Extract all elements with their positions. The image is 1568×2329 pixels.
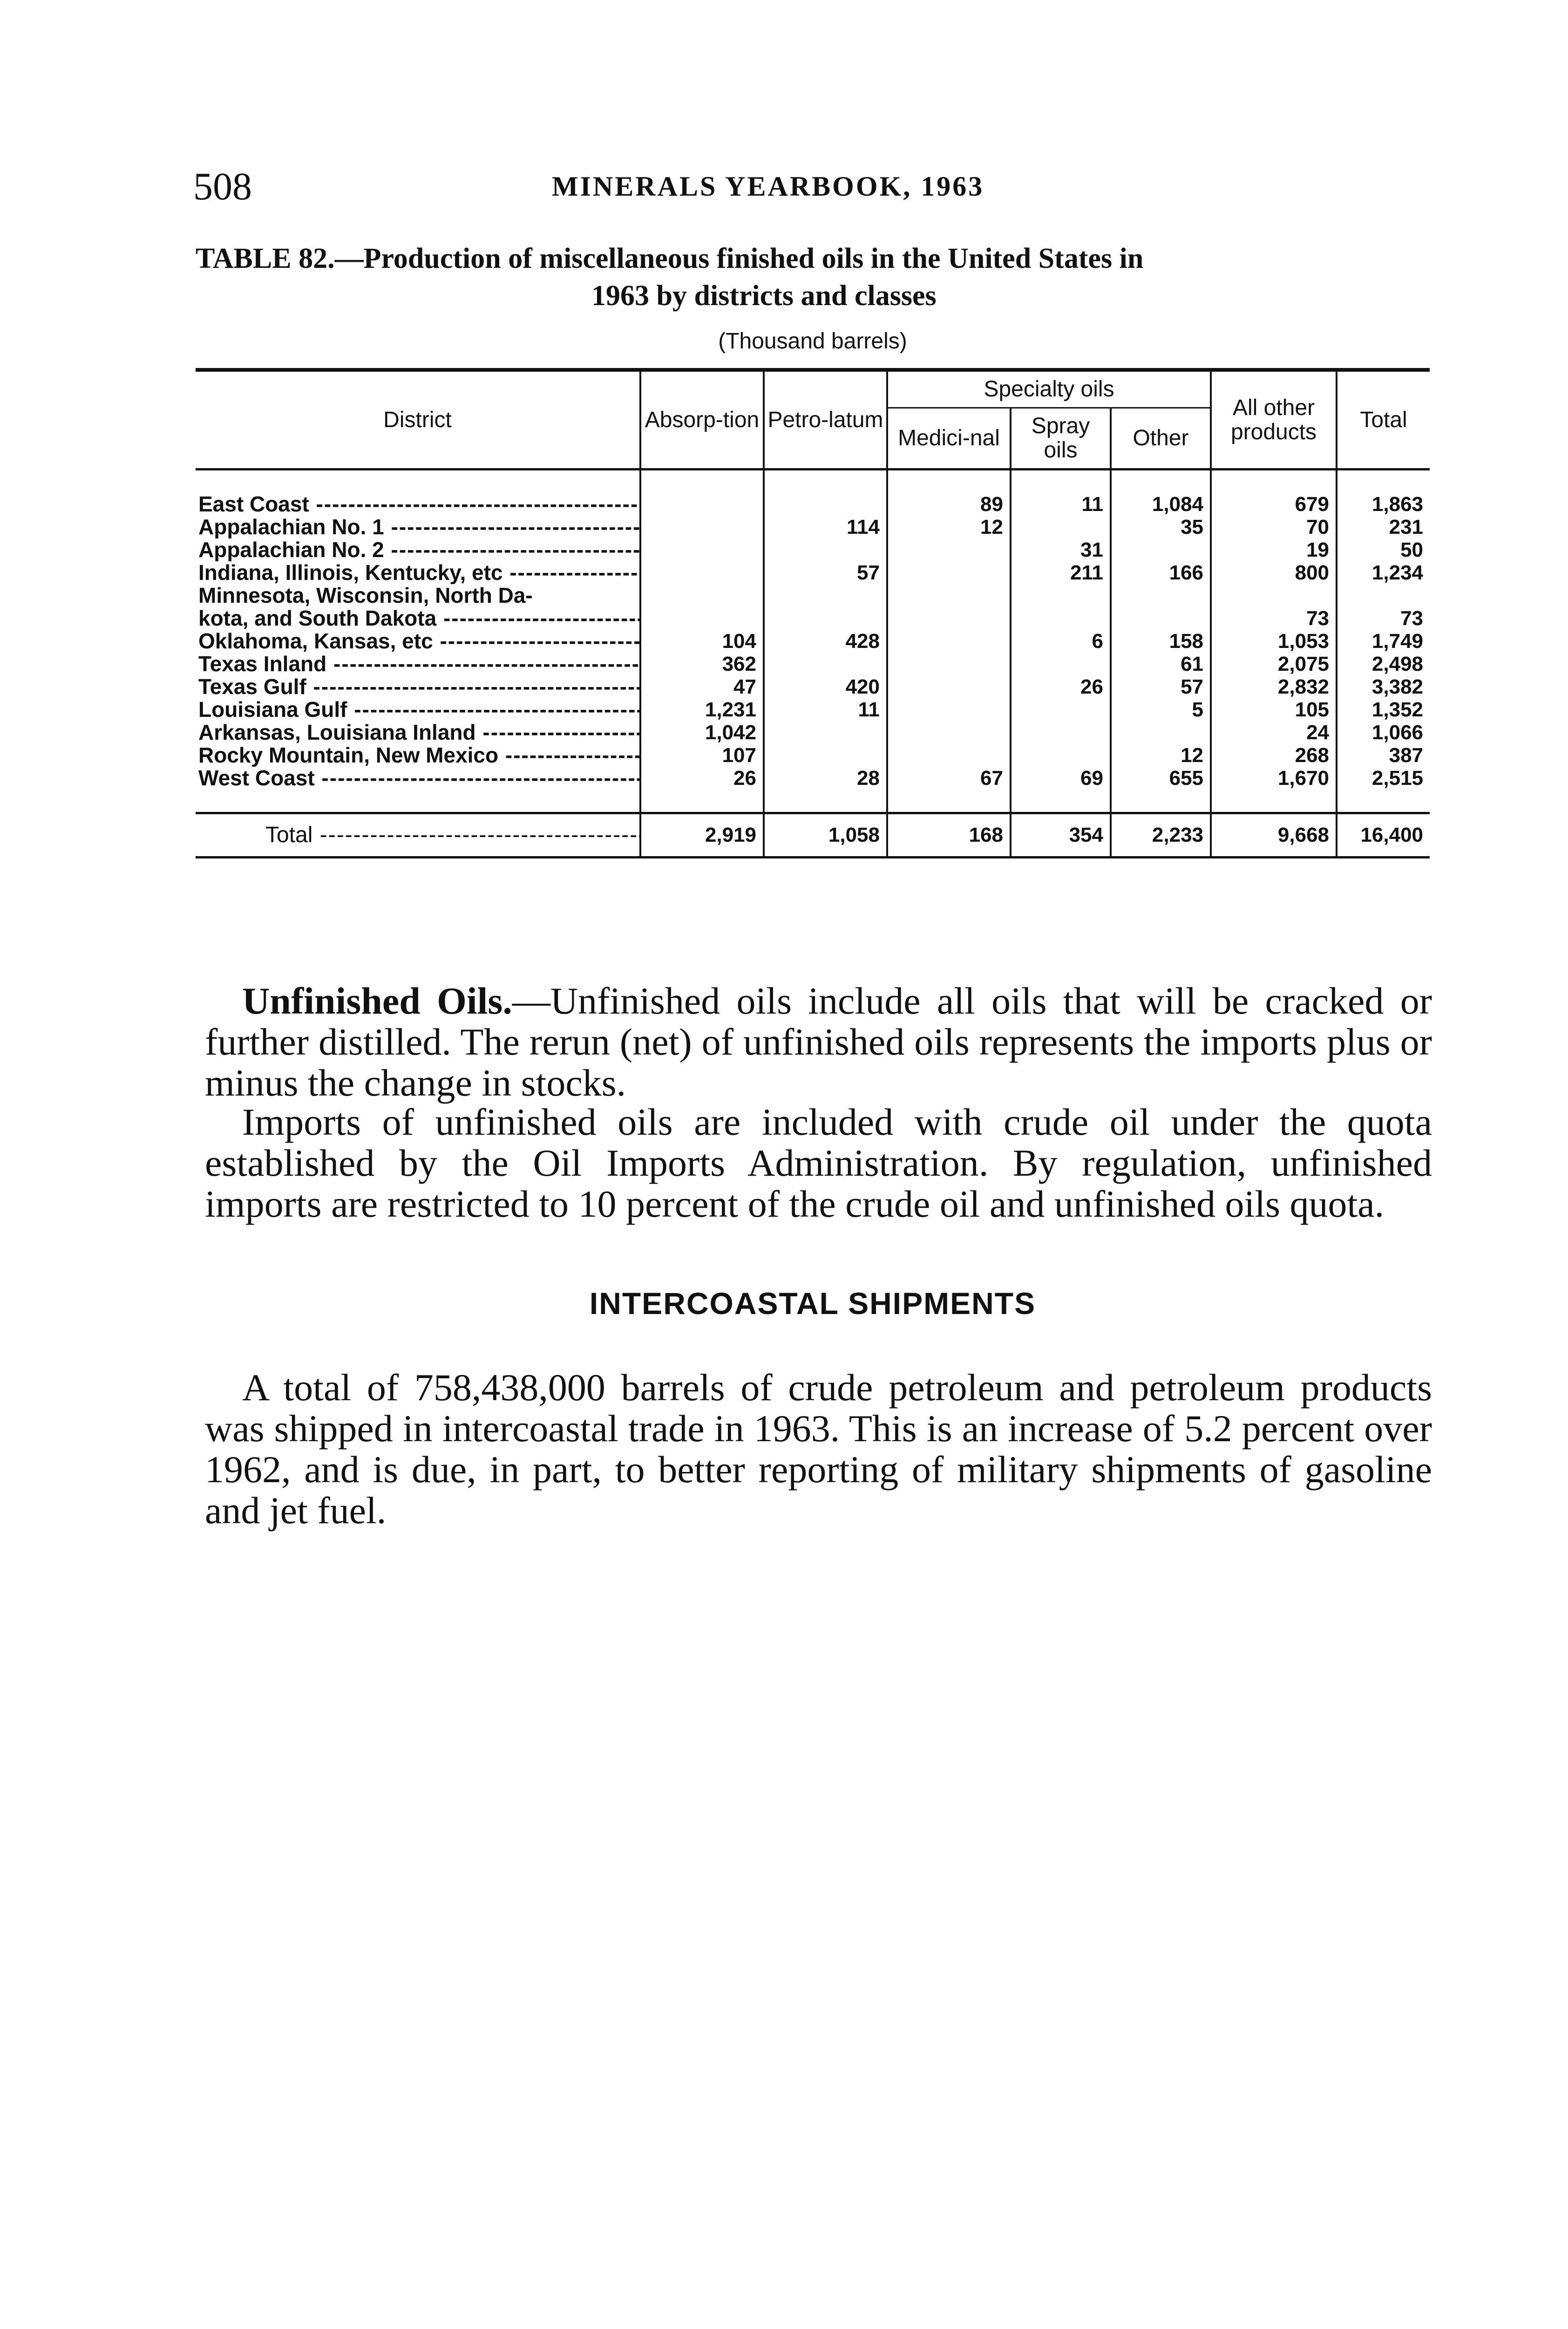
table-row [196, 538, 1430, 561]
paragraph-intercoastal: A total of 758,438,000 barrels of crude petroleum and petroleum products was shipped in intercoastal trade in 1963. This is an increase of 5.2 percent over 1962, and is due, in part, to better reporting of military shipments of gasoline and jet fuel. [205, 1366, 1432, 1532]
table-row [196, 767, 1430, 790]
header-total: Total [1337, 370, 1430, 470]
cell-all-other: 73 [1211, 607, 1337, 630]
cell-total: 2,498 [1337, 653, 1430, 675]
cell-spray-oils [1011, 698, 1111, 721]
cell-petrolatum: 114 [764, 516, 887, 538]
cell-total: 3,382 [1337, 675, 1430, 698]
cell-medicinal: 89 [887, 493, 1011, 516]
cell-other: 35 [1111, 516, 1211, 538]
cell-total: 387 [1337, 744, 1430, 767]
cell-other: 166 [1111, 561, 1211, 584]
cell-petrolatum [764, 538, 887, 561]
cell-spray-oils [1011, 653, 1111, 675]
paragraph-imports: Imports of unfinished oils are included with crude oil under the quota established by the Oil Imports Administration. By regulation, unfinished imports are restricted to 10 percent of the crude oil and unfinished oils quota. [205, 1101, 1432, 1225]
section-heading: INTERCOASTAL SHIPMENTS [589, 1286, 1036, 1321]
cell-medicinal [887, 653, 1011, 675]
cell-all-other [1211, 584, 1337, 607]
paragraph-unfinished-oils [205, 981, 1432, 1103]
cell-petrolatum [764, 607, 887, 630]
cell-medicinal [887, 584, 1011, 607]
table-row [196, 607, 1430, 630]
table-row [196, 561, 1430, 584]
table-caption-line2: 1963 by districts and classes [591, 280, 937, 312]
cell-absorption [640, 516, 764, 538]
cell-spray-oils: 26 [1011, 675, 1111, 698]
cell-absorption: 26 [640, 767, 764, 790]
cell-total: 1,863 [1337, 493, 1430, 516]
cell-total: 1,234 [1337, 561, 1430, 584]
table-row [196, 584, 1430, 607]
cell-all-other: 1,053 [1211, 630, 1337, 653]
table-row [196, 744, 1430, 767]
cell-all-other: 1,670 [1211, 767, 1337, 790]
page-number: 508 [193, 165, 252, 208]
table-row [196, 493, 1430, 516]
district-name: Rocky Mountain, New Mexico ----- [196, 744, 640, 767]
running-title: MINERALS YEARBOOK, 1963 [552, 171, 984, 202]
cell-medicinal [887, 538, 1011, 561]
cell-absorption [640, 493, 764, 516]
table-units: (Thousand barrels) [718, 329, 907, 354]
production-table [196, 368, 1430, 858]
paragraph-lead: Unfinished Oils. [242, 980, 512, 1022]
cell-total: 50 [1337, 538, 1430, 561]
cell-other: 61 [1111, 653, 1211, 675]
district-name: West Coast ----- [196, 767, 640, 790]
cell-all-other: 268 [1211, 744, 1337, 767]
cell-absorption: 362 [640, 653, 764, 675]
table-caption-line1: TABLE 82.—Production of miscellaneous finished oils in the United States in [196, 243, 1144, 274]
total-total: 16,400 [1337, 813, 1430, 858]
table-row [196, 721, 1430, 744]
cell-petrolatum: 420 [764, 675, 887, 698]
cell-absorption: 107 [640, 744, 764, 767]
cell-total: 1,749 [1337, 630, 1430, 653]
cell-other: 12 [1111, 744, 1211, 767]
cell-absorption: 47 [640, 675, 764, 698]
cell-spray-oils [1011, 607, 1111, 630]
district-name: Minnesota, Wisconsin, North Da- [198, 584, 533, 607]
total-other: 2,233 [1111, 813, 1211, 858]
cell-total: 1,352 [1337, 698, 1430, 721]
cell-spray-oils: 211 [1011, 561, 1111, 584]
cell-petrolatum: 11 [764, 698, 887, 721]
total-row [196, 813, 1430, 858]
total-spray-oils: 354 [1011, 813, 1111, 858]
district-name: Indiana, Illinois, Kentucky, etc ----- [196, 561, 640, 584]
cell-all-other: 2,832 [1211, 675, 1337, 698]
cell-spray-oils: 31 [1011, 538, 1111, 561]
cell-spray-oils: 6 [1011, 630, 1111, 653]
cell-medicinal [887, 675, 1011, 698]
cell-other: 158 [1111, 630, 1211, 653]
paragraph-body: —Unfinished oils include all oils that will be cracked or further distilled. The rerun (net) of unfinished oils represents the imports plus or minus the change in stocks. [205, 980, 1432, 1104]
cell-petrolatum [764, 584, 887, 607]
table-row [196, 653, 1430, 675]
cell-total [1337, 584, 1430, 607]
table-row [196, 516, 1430, 538]
cell-spray-oils [1011, 721, 1111, 744]
cell-total: 73 [1337, 607, 1430, 630]
header-medicinal: Medici-nal [887, 408, 1011, 470]
cell-all-other: 800 [1211, 561, 1337, 584]
cell-all-other: 70 [1211, 516, 1337, 538]
cell-other: 655 [1111, 767, 1211, 790]
total-medicinal: 168 [887, 813, 1011, 858]
cell-petrolatum [764, 653, 887, 675]
district-name: Texas Inland ----- [196, 653, 640, 675]
cell-other [1111, 721, 1211, 744]
header-specialty-oils: Specialty oils [887, 370, 1211, 408]
header-district: District [196, 370, 640, 470]
district-name: East Coast ----- [196, 493, 640, 516]
cell-absorption: 1,231 [640, 698, 764, 721]
cell-all-other: 19 [1211, 538, 1337, 561]
cell-absorption: 1,042 [640, 721, 764, 744]
cell-other [1111, 607, 1211, 630]
cell-spray-oils: 11 [1011, 493, 1111, 516]
header-all-other-products: All other products [1211, 370, 1337, 470]
cell-absorption [640, 538, 764, 561]
cell-absorption: 104 [640, 630, 764, 653]
cell-medicinal: 67 [887, 767, 1011, 790]
cell-other: 1,084 [1111, 493, 1211, 516]
cell-medicinal [887, 744, 1011, 767]
cell-medicinal [887, 561, 1011, 584]
cell-total: 231 [1337, 516, 1430, 538]
district-name: Arkansas, Louisiana Inland ----- [196, 721, 640, 744]
cell-petrolatum [764, 493, 887, 516]
cell-spray-oils: 69 [1011, 767, 1111, 790]
header-absorption: Absorp-tion [640, 370, 764, 470]
cell-all-other: 2,075 [1211, 653, 1337, 675]
total-all-other: 9,668 [1211, 813, 1337, 858]
cell-other [1111, 584, 1211, 607]
district-name: Louisiana Gulf ----- [196, 698, 640, 721]
total-label: Total ----- [196, 813, 640, 858]
cell-all-other: 24 [1211, 721, 1337, 744]
table-row [196, 698, 1430, 721]
total-petrolatum: 1,058 [764, 813, 887, 858]
header-other: Other [1111, 408, 1211, 470]
header-petrolatum: Petro-latum [764, 370, 887, 470]
cell-medicinal: 12 [887, 516, 1011, 538]
total-absorption: 2,919 [640, 813, 764, 858]
cell-medicinal [887, 630, 1011, 653]
cell-petrolatum: 428 [764, 630, 887, 653]
table-caption [196, 240, 1430, 314]
cell-spray-oils [1011, 584, 1111, 607]
cell-absorption [640, 561, 764, 584]
district-name: Texas Gulf ----- [196, 675, 640, 698]
cell-petrolatum: 57 [764, 561, 887, 584]
district-name: Appalachian No. 2 ----- [196, 538, 640, 561]
table-row [196, 675, 1430, 698]
cell-petrolatum [764, 744, 887, 767]
cell-petrolatum: 28 [764, 767, 887, 790]
cell-spray-oils [1011, 516, 1111, 538]
cell-medicinal [887, 698, 1011, 721]
cell-other: 5 [1111, 698, 1211, 721]
cell-absorption [640, 607, 764, 630]
cell-all-other: 679 [1211, 493, 1337, 516]
running-head [193, 164, 1430, 206]
cell-medicinal [887, 607, 1011, 630]
district-name: Appalachian No. 1 ----- [196, 516, 640, 538]
header-spray-oils: Spray oils [1011, 408, 1111, 470]
cell-absorption [640, 584, 764, 607]
district-name: Oklahoma, Kansas, etc ----- [196, 630, 640, 653]
cell-petrolatum [764, 721, 887, 744]
cell-total: 2,515 [1337, 767, 1430, 790]
cell-other: 57 [1111, 675, 1211, 698]
cell-all-other: 105 [1211, 698, 1337, 721]
cell-spray-oils [1011, 744, 1111, 767]
cell-medicinal [887, 721, 1011, 744]
cell-total: 1,066 [1337, 721, 1430, 744]
district-name: kota, and South Dakota ----- [196, 607, 640, 630]
table-body [196, 470, 1430, 858]
cell-other [1111, 538, 1211, 561]
table-row [196, 630, 1430, 653]
